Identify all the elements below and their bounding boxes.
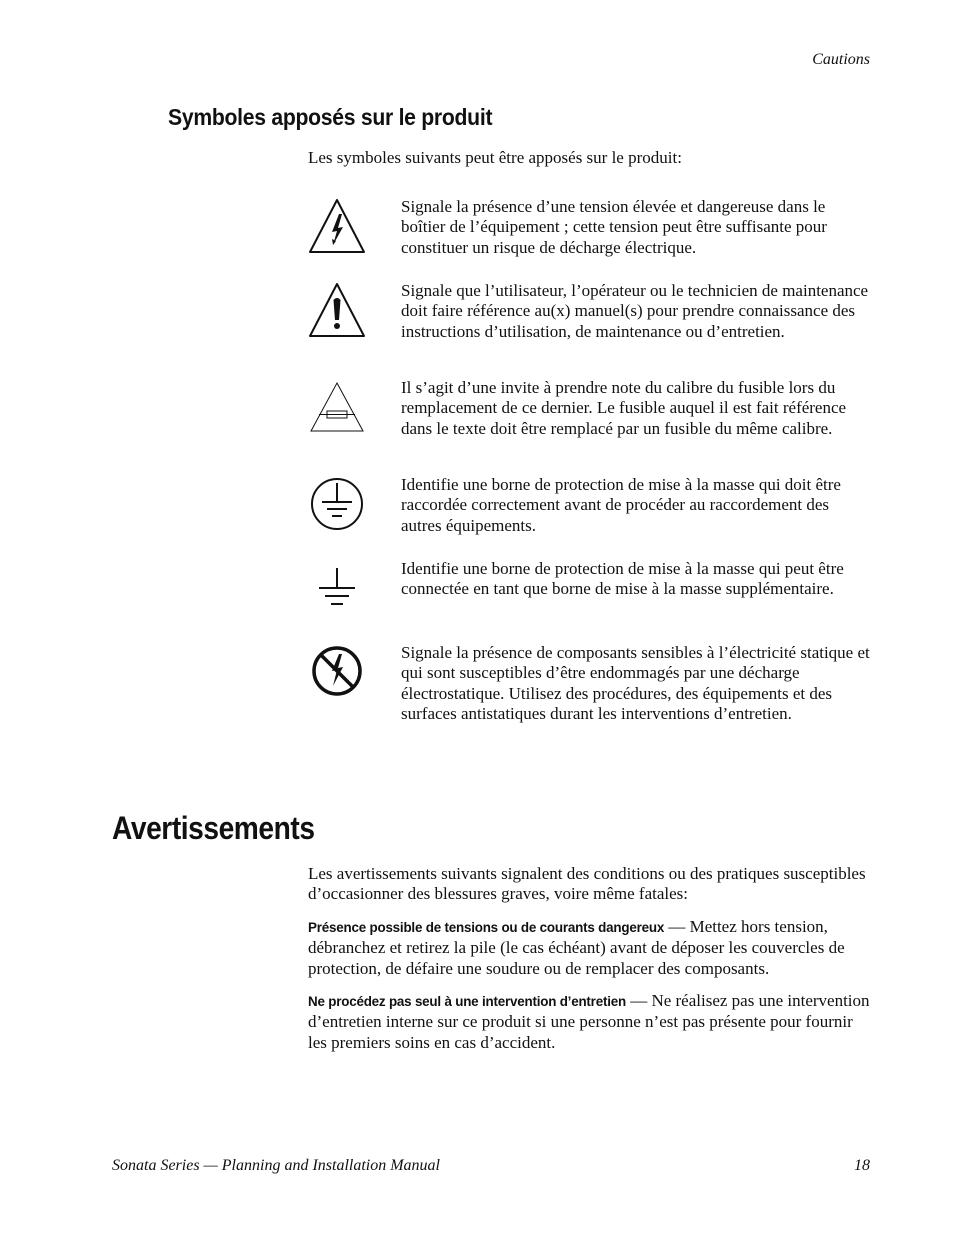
symbols-section-title: Symboles apposés sur le produit xyxy=(168,104,493,130)
warning-text: Ne réalisez pas une intervention d’entretien interne sur ce produit si une personne n’est pas présente pour fournir les premiers soins en cas d’accident. xyxy=(308,991,870,1052)
warning-separator: — xyxy=(664,917,690,936)
ground-icon xyxy=(306,560,368,622)
footer-manual-title: Sonata Series — Planning and Installation Manual xyxy=(112,1157,440,1174)
warning-item xyxy=(308,991,874,1053)
footer-page-number: 18 xyxy=(854,1157,870,1174)
symbol-description: Signale la présence de composants sensibles à l’électricité statique et qui sont susceptibles d’être endommagés par une décharge électrostatique. Utilisez des procédures, des équipements et des surfaces antistatiques durant les interventions d’entretien. xyxy=(401,643,870,724)
symbol-description: Identifie une borne de protection de mise à la masse qui peut être connectée en tant que borne de mise à la masse supplémentaire. xyxy=(401,559,844,599)
high-voltage-triangle-icon xyxy=(306,196,368,258)
esd-sensitive-icon xyxy=(306,640,368,702)
symbol-description: Signale la présence d’une tension élevée et dangereuse dans le boîtier de l’équipement ; cette tension peut être suffisante pour constituer un risque de décharge électrique. xyxy=(401,197,827,257)
warning-separator: — xyxy=(625,991,652,1010)
warning-heading: Ne procédez pas seul à une intervention d’entretien xyxy=(308,994,626,1009)
page-header-section: Cautions xyxy=(812,51,870,68)
warning-text: Mettez hors tension, débranchez et retirez la pile (le cas échéant) avant de déposer les couvercles de protection, de défaire une soudure ou de remplacer des composants. xyxy=(308,917,845,978)
symbols-intro: Les symboles suivants peut être apposés sur le produit: xyxy=(308,148,682,167)
symbol-description: Identifie une borne de protection de mise à la masse qui doit être raccordée correctement avant de procéder au raccordement des autres équipements. xyxy=(401,475,841,535)
exclamation-triangle-icon xyxy=(306,280,368,342)
warning-item xyxy=(308,917,874,979)
protective-earth-icon xyxy=(306,473,368,535)
fuse-triangle-icon xyxy=(306,378,368,440)
warnings-intro: Les avertissements suivants signalent des conditions ou des pratiques susceptibles d’occasionner des blessures graves, voire même fatales: xyxy=(308,864,866,904)
warning-heading: Présence possible de tensions ou de courants dangereux xyxy=(308,920,665,935)
warnings-section-title: Avertissements xyxy=(112,810,315,846)
symbol-description: Il s’agit d’une invite à prendre note du calibre du fusible lors du remplacement de ce dernier. Le fusible auquel il est fait référence dans le texte doit être remplacé par un fusible du même calibre. xyxy=(401,378,847,438)
symbol-description: Signale que l’utilisateur, l’opérateur ou le technicien de maintenance doit faire référence au(x) manuel(s) pour prendre connaissance des instructions d’utilisation, de maintenance ou d’entretien. xyxy=(401,281,869,341)
